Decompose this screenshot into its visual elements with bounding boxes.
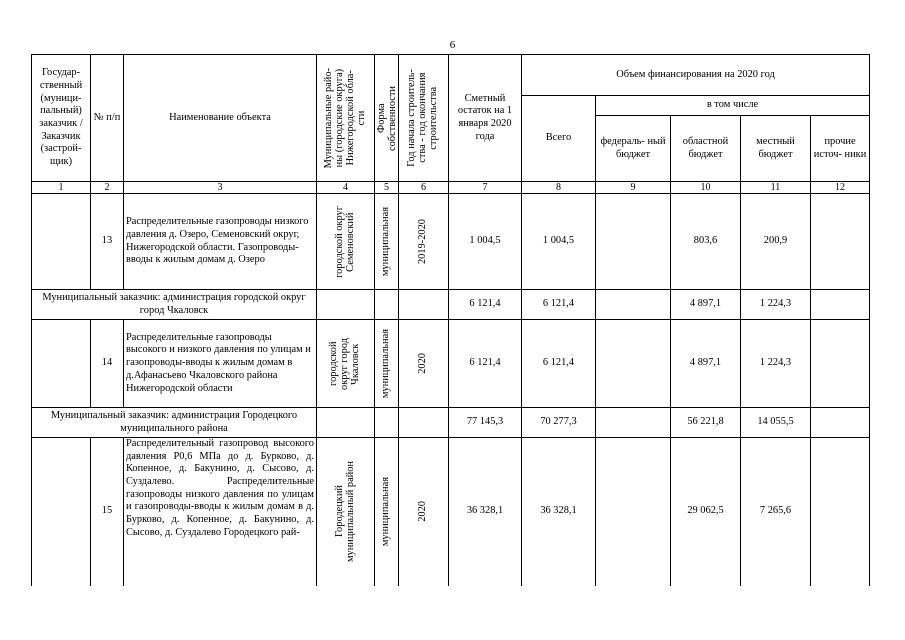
header-regional: областной бюджет xyxy=(671,116,741,182)
header-including: в том числе xyxy=(596,96,870,116)
column-number: 6 xyxy=(399,182,449,194)
group-row xyxy=(32,290,870,320)
local-value: 200,9 xyxy=(741,194,811,290)
table-row xyxy=(32,194,870,290)
district-cell: городской округ город Чкаловск xyxy=(317,320,375,408)
other-value xyxy=(811,438,870,586)
regional-value: 4 897,1 xyxy=(671,290,741,320)
estimate-value: 36 328,1 xyxy=(449,438,522,586)
header-ownership: Форма собственности xyxy=(375,55,399,182)
header-object-name: Наименование объекта xyxy=(124,55,317,182)
empty-cell xyxy=(811,290,870,320)
regional-value: 803,6 xyxy=(671,194,741,290)
regional-value: 29 062,5 xyxy=(671,438,741,586)
local-value: 1 224,3 xyxy=(741,320,811,408)
local-value: 7 265,6 xyxy=(741,438,811,586)
header-other: прочие источ- ники xyxy=(811,116,870,182)
object-name: Распределительные газопроводы низкого давления д. Озеро, Семеновский округ, Нижегородской области. Газопроводы-вводы к жилым домам д. Озеро xyxy=(124,194,317,290)
local-value: 14 055,5 xyxy=(741,408,811,438)
group-row xyxy=(32,408,870,438)
estimate-value: 77 145,3 xyxy=(449,408,522,438)
column-number: 8 xyxy=(522,182,596,194)
header-customer: Государ- ственный (муници- пальный) заказчик / Заказчик (застрой- щик) xyxy=(32,55,91,182)
empty-cell xyxy=(596,290,671,320)
district-cell: городской округ Семеновский xyxy=(317,194,375,290)
group-customer-label: Муниципальный заказчик: администрация Городецкого муниципального района xyxy=(32,408,317,438)
table-row xyxy=(32,320,870,408)
page-number: 6 xyxy=(449,39,456,51)
ownership-cell: муниципальная xyxy=(375,438,399,586)
estimate-value: 6 121,4 xyxy=(449,320,522,408)
empty-cell xyxy=(375,408,399,438)
empty-cell xyxy=(596,408,671,438)
header-federal: федераль- ный бюджет xyxy=(596,116,671,182)
ownership-cell: муниципальная xyxy=(375,194,399,290)
header-estimate: Сметный остаток на 1 января 2020 года xyxy=(449,55,522,182)
local-value: 1 224,3 xyxy=(741,290,811,320)
other-value xyxy=(811,194,870,290)
object-name: Распределительные газопроводы высокого и низкого давления по улицам и газопроводы-вводы к жилым домам в д.Афанасьево Чкаловского района Нижегородской области xyxy=(124,320,317,408)
empty-cell xyxy=(375,290,399,320)
column-number: 9 xyxy=(596,182,671,194)
column-number: 10 xyxy=(671,182,741,194)
header-funding: Объем финансирования на 2020 год xyxy=(522,55,870,96)
empty-cell xyxy=(317,290,375,320)
column-number: 5 xyxy=(375,182,399,194)
column-number: 7 xyxy=(449,182,522,194)
header-district: Муниципальные райо- ны (городские округа) Нижегородской обла- сти xyxy=(317,55,375,182)
regional-value: 56 221,8 xyxy=(671,408,741,438)
column-number: 1 xyxy=(32,182,91,194)
district-cell: Городецкий муниципальный район xyxy=(317,438,375,586)
empty-cell xyxy=(811,408,870,438)
total-value: 36 328,1 xyxy=(522,438,596,586)
table-row xyxy=(32,438,870,586)
column-number: 3 xyxy=(124,182,317,194)
years-cell: 2019-2020 xyxy=(399,194,449,290)
empty-cell xyxy=(399,408,449,438)
header-row-1 xyxy=(32,55,870,96)
total-value: 6 121,4 xyxy=(522,320,596,408)
column-number: 11 xyxy=(741,182,811,194)
other-value xyxy=(811,320,870,408)
object-name: Распределительный газопровод высокого давления Р0,6 МПа до д. Бурково, д. Копенное, д. Бакунино, д. Сысово, д. Суздалево. Распределительные газопроводы низкого давления по улицам и газопроводы-вводы к жилым домам в д. Бурково, д. Копенное, д. Бакунино, д. Сысово, д. Суздалево Городецкого рай- xyxy=(124,438,317,586)
federal-value xyxy=(596,438,671,586)
total-value: 70 277,3 xyxy=(522,408,596,438)
estimate-value: 1 004,5 xyxy=(449,194,522,290)
empty-cell xyxy=(399,290,449,320)
estimate-value: 6 121,4 xyxy=(449,290,522,320)
header-index: № п/п xyxy=(91,55,124,182)
customer-cell xyxy=(32,194,91,290)
row-index: 15 xyxy=(91,438,124,586)
financing-table xyxy=(31,54,870,586)
customer-cell xyxy=(32,320,91,408)
empty-cell xyxy=(317,408,375,438)
ownership-cell: муниципальная xyxy=(375,320,399,408)
header-years: Год начала строитель- ства - год окончания строительства xyxy=(399,55,449,182)
federal-value xyxy=(596,194,671,290)
column-numbers-row xyxy=(32,182,870,194)
header-local: местный бюджет xyxy=(741,116,811,182)
total-value: 6 121,4 xyxy=(522,290,596,320)
regional-value: 4 897,1 xyxy=(671,320,741,408)
column-number: 4 xyxy=(317,182,375,194)
customer-cell xyxy=(32,438,91,586)
column-number: 2 xyxy=(91,182,124,194)
group-customer-label: Муниципальный заказчик: администрация городской округ город Чкаловск xyxy=(32,290,317,320)
federal-value xyxy=(596,320,671,408)
row-index: 14 xyxy=(91,320,124,408)
header-total: Всего xyxy=(522,96,596,182)
column-number: 12 xyxy=(811,182,870,194)
years-cell: 2020 xyxy=(399,438,449,586)
row-index: 13 xyxy=(91,194,124,290)
years-cell: 2020 xyxy=(399,320,449,408)
total-value: 1 004,5 xyxy=(522,194,596,290)
